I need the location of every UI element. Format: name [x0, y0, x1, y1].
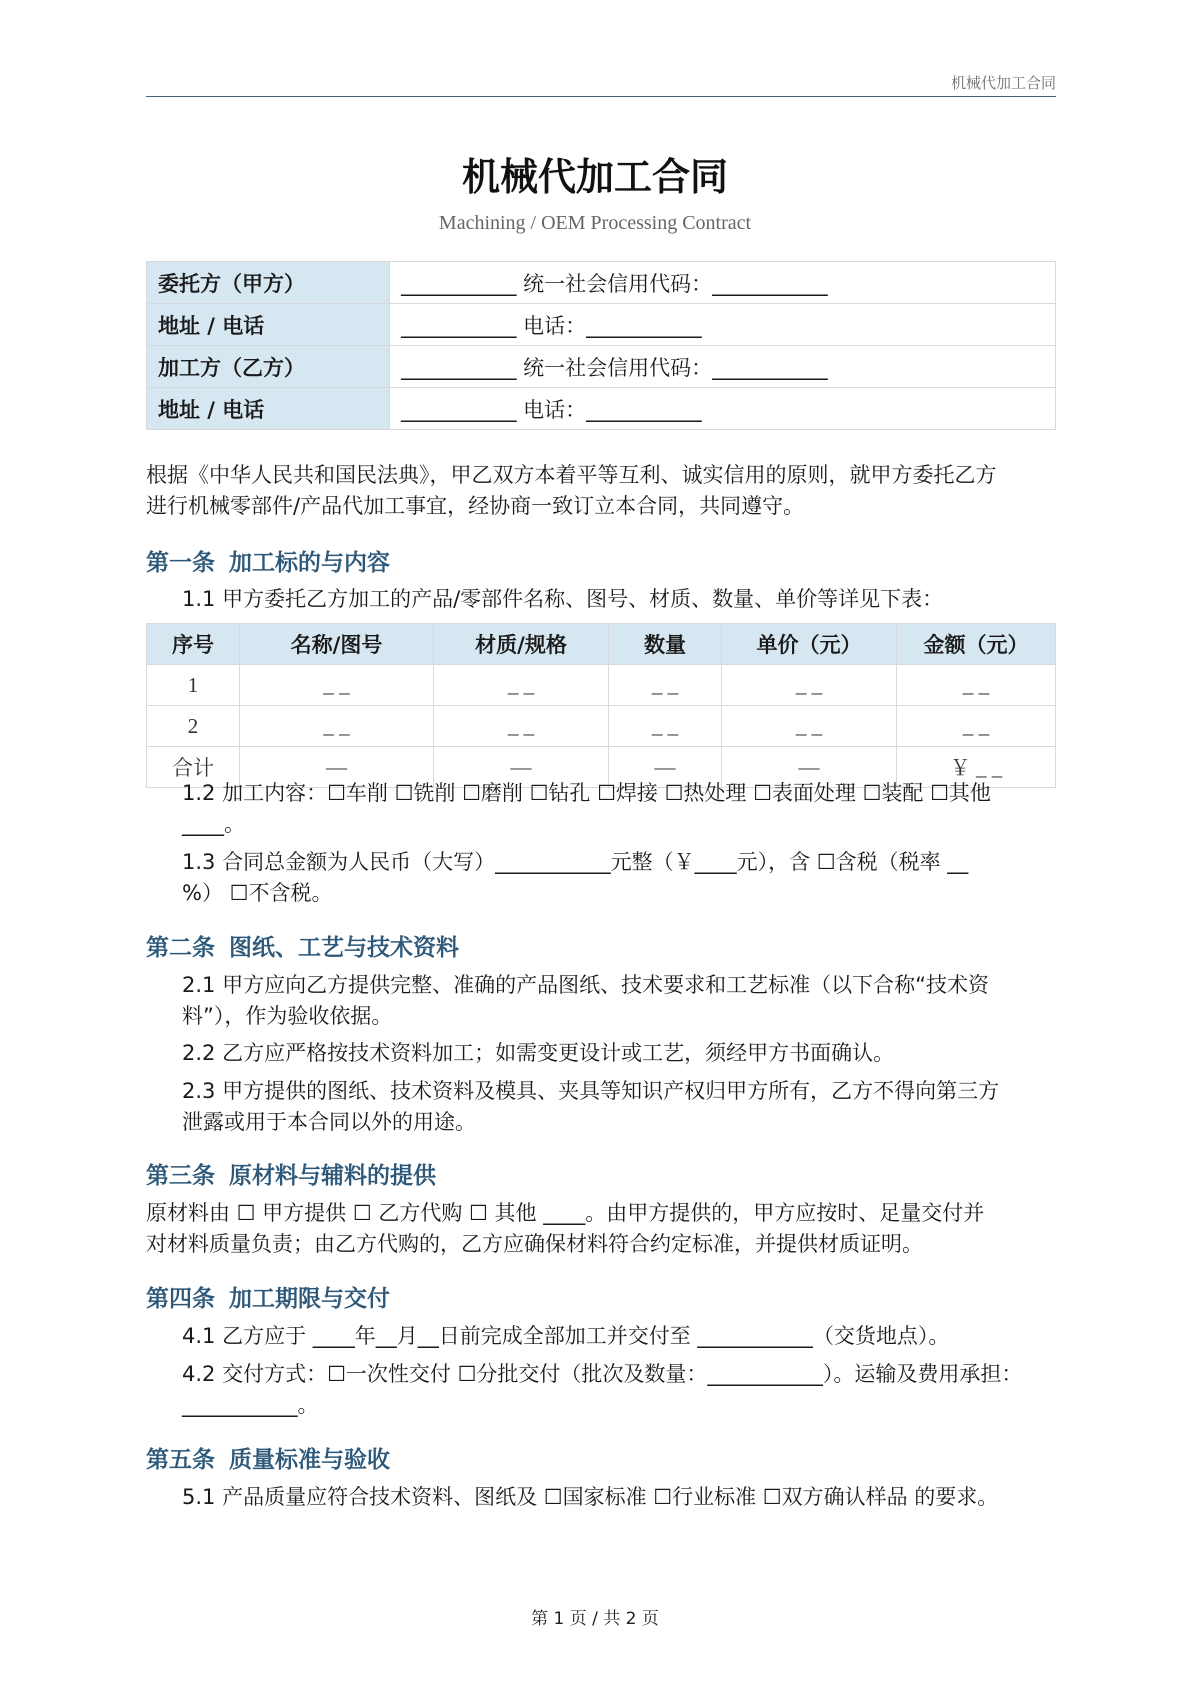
table-cell: 2 [147, 706, 240, 747]
table-row [147, 665, 1056, 706]
section-title: 图纸、工艺与技术资料 [229, 935, 459, 961]
clause-4-2 [182, 1359, 1067, 1421]
preamble-line: 根据《中华人民共和国民法典》，甲乙双方本着平等互利、诚实信用的原则，就甲方委托乙方 [146, 463, 997, 487]
section-number: 第四条 [146, 1286, 215, 1312]
section-4-heading [146, 1280, 390, 1313]
table-header-row [147, 624, 1056, 665]
table-cell: _ _ [609, 706, 722, 747]
section-title: 原材料与辅料的提供 [229, 1163, 436, 1189]
section-number: 第二条 [146, 935, 215, 961]
table-cell: _ _ [240, 665, 434, 706]
section-1-heading [146, 544, 390, 577]
table-cell: _ _ [722, 706, 897, 747]
section-number: 第一条 [146, 550, 215, 576]
parties-table [146, 261, 1056, 430]
table-cell: — [722, 747, 897, 788]
column-header: 材质/规格 [434, 624, 609, 665]
section-title: 加工期限与交付 [229, 1286, 390, 1312]
table-cell: _ _ [434, 665, 609, 706]
column-header: 金额（元） [897, 624, 1056, 665]
table-cell: — [609, 747, 722, 788]
section-3-heading [146, 1157, 436, 1190]
table-cell: ￥ _ _ [897, 747, 1056, 788]
section-number: 第五条 [146, 1447, 215, 1473]
party-row [147, 388, 1056, 430]
table-cell: _ _ [240, 706, 434, 747]
clause-line: 泄露或用于本合同以外的用途。 [182, 1110, 476, 1134]
table-cell: _ _ [434, 706, 609, 747]
clause-2-1 [182, 970, 1062, 1032]
party-label: 委托方（甲方） [147, 262, 390, 304]
clause-5-1: 5.1 产品质量应符合技术资料、图纸及 ☐国家标准 ☐行业标准 ☐双方确认样品 的要求。 [182, 1485, 999, 1509]
clause-1-2 [182, 778, 1062, 840]
party-row [147, 346, 1056, 388]
table-row [147, 706, 1056, 747]
clause-line: 2.1 甲方应向乙方提供完整、准确的产品图纸、技术要求和工艺标准（以下合称“技术资 [182, 973, 989, 997]
section-2-heading [146, 929, 459, 962]
clause-line: ___________。 [182, 1393, 319, 1417]
clause-line: 料”），作为验收依据。 [182, 1004, 393, 1028]
party-value: ___________ 统一社会信用代码：___________ [390, 262, 1056, 304]
document-title: 机械代加工合同 [461, 155, 728, 199]
running-title: 机械代加工合同 [950, 74, 1056, 92]
preamble [146, 460, 1056, 522]
section-3-body [146, 1198, 1056, 1260]
table-cell: — [434, 747, 609, 788]
table-cell: — [240, 747, 434, 788]
items-table [146, 623, 1056, 788]
clause-2-2: 2.2 乙方应严格按技术资料加工；如需变更设计或工艺，须经甲方书面确认。 [182, 1041, 895, 1065]
clause-line: %） ☐不含税。 [182, 881, 333, 905]
section-title: 质量标准与验收 [229, 1447, 390, 1473]
section-number: 第三条 [146, 1163, 215, 1189]
table-cell: _ _ [722, 665, 897, 706]
clause-2-3 [182, 1076, 1062, 1138]
clause-1-1: 1.1 甲方委托乙方加工的产品/零部件名称、图号、材质、数量、单价等详见下表： [182, 587, 944, 611]
document-subtitle: Machining / OEM Processing Contract [438, 212, 752, 234]
column-header: 数量 [609, 624, 722, 665]
party-row [147, 262, 1056, 304]
clause-line: ____。 [182, 812, 245, 836]
table-cell: _ _ [897, 665, 1056, 706]
page-footer: 第 1 页 / 共 2 页 [531, 1609, 659, 1629]
party-value: ___________ 电话：___________ [390, 304, 1056, 346]
table-cell: _ _ [897, 706, 1056, 747]
clause-line: 2.3 甲方提供的图纸、技术资料及模具、夹具等知识产权归甲方所有，乙方不得向第三方 [182, 1079, 1000, 1103]
table-cell: 合计 [147, 747, 240, 788]
table-cell: _ _ [609, 665, 722, 706]
clause-line: 对材料质量负责；由乙方代购的，乙方应确保材料符合约定标准，并提供材质证明。 [146, 1232, 923, 1256]
preamble-line: 进行机械零部件/产品代加工事宜，经协商一致订立本合同，共同遵守。 [146, 494, 805, 518]
table-cell: 1 [147, 665, 240, 706]
clause-1-3 [182, 847, 1062, 909]
clause-line: 1.3 合同总金额为人民币（大写）___________元整（￥____元），含 ☐含税（税率 __ [182, 850, 969, 874]
column-header: 名称/图号 [240, 624, 434, 665]
column-header: 序号 [147, 624, 240, 665]
clause-line: 1.2 加工内容：☐车削 ☐铣削 ☐磨削 ☐钻孔 ☐焊接 ☐热处理 ☐表面处理 ☐装配 ☐其他 [182, 781, 991, 805]
clause-4-1: 4.1 乙方应于 ____年__月__日前完成全部加工并交付至 ___________（交货地点）。 [182, 1324, 950, 1348]
page-header [146, 64, 1056, 97]
party-label: 地址 / 电话 [147, 304, 390, 346]
party-label: 加工方（乙方） [147, 346, 390, 388]
clause-line: 4.2 交付方式：☐一次性交付 ☐分批交付（批次及数量：___________）。运输及费用承担： [182, 1362, 1023, 1386]
party-value: ___________ 电话：___________ [390, 388, 1056, 430]
section-5-heading [146, 1441, 390, 1474]
section-title: 加工标的与内容 [229, 550, 390, 576]
party-row [147, 304, 1056, 346]
party-label: 地址 / 电话 [147, 388, 390, 430]
party-value: ___________ 统一社会信用代码：___________ [390, 346, 1056, 388]
clause-line: 原材料由 ☐ 甲方提供 ☐ 乙方代购 ☐ 其他 ____。由甲方提供的，甲方应按时、足量交付并 [146, 1201, 985, 1225]
column-header: 单价（元） [722, 624, 897, 665]
